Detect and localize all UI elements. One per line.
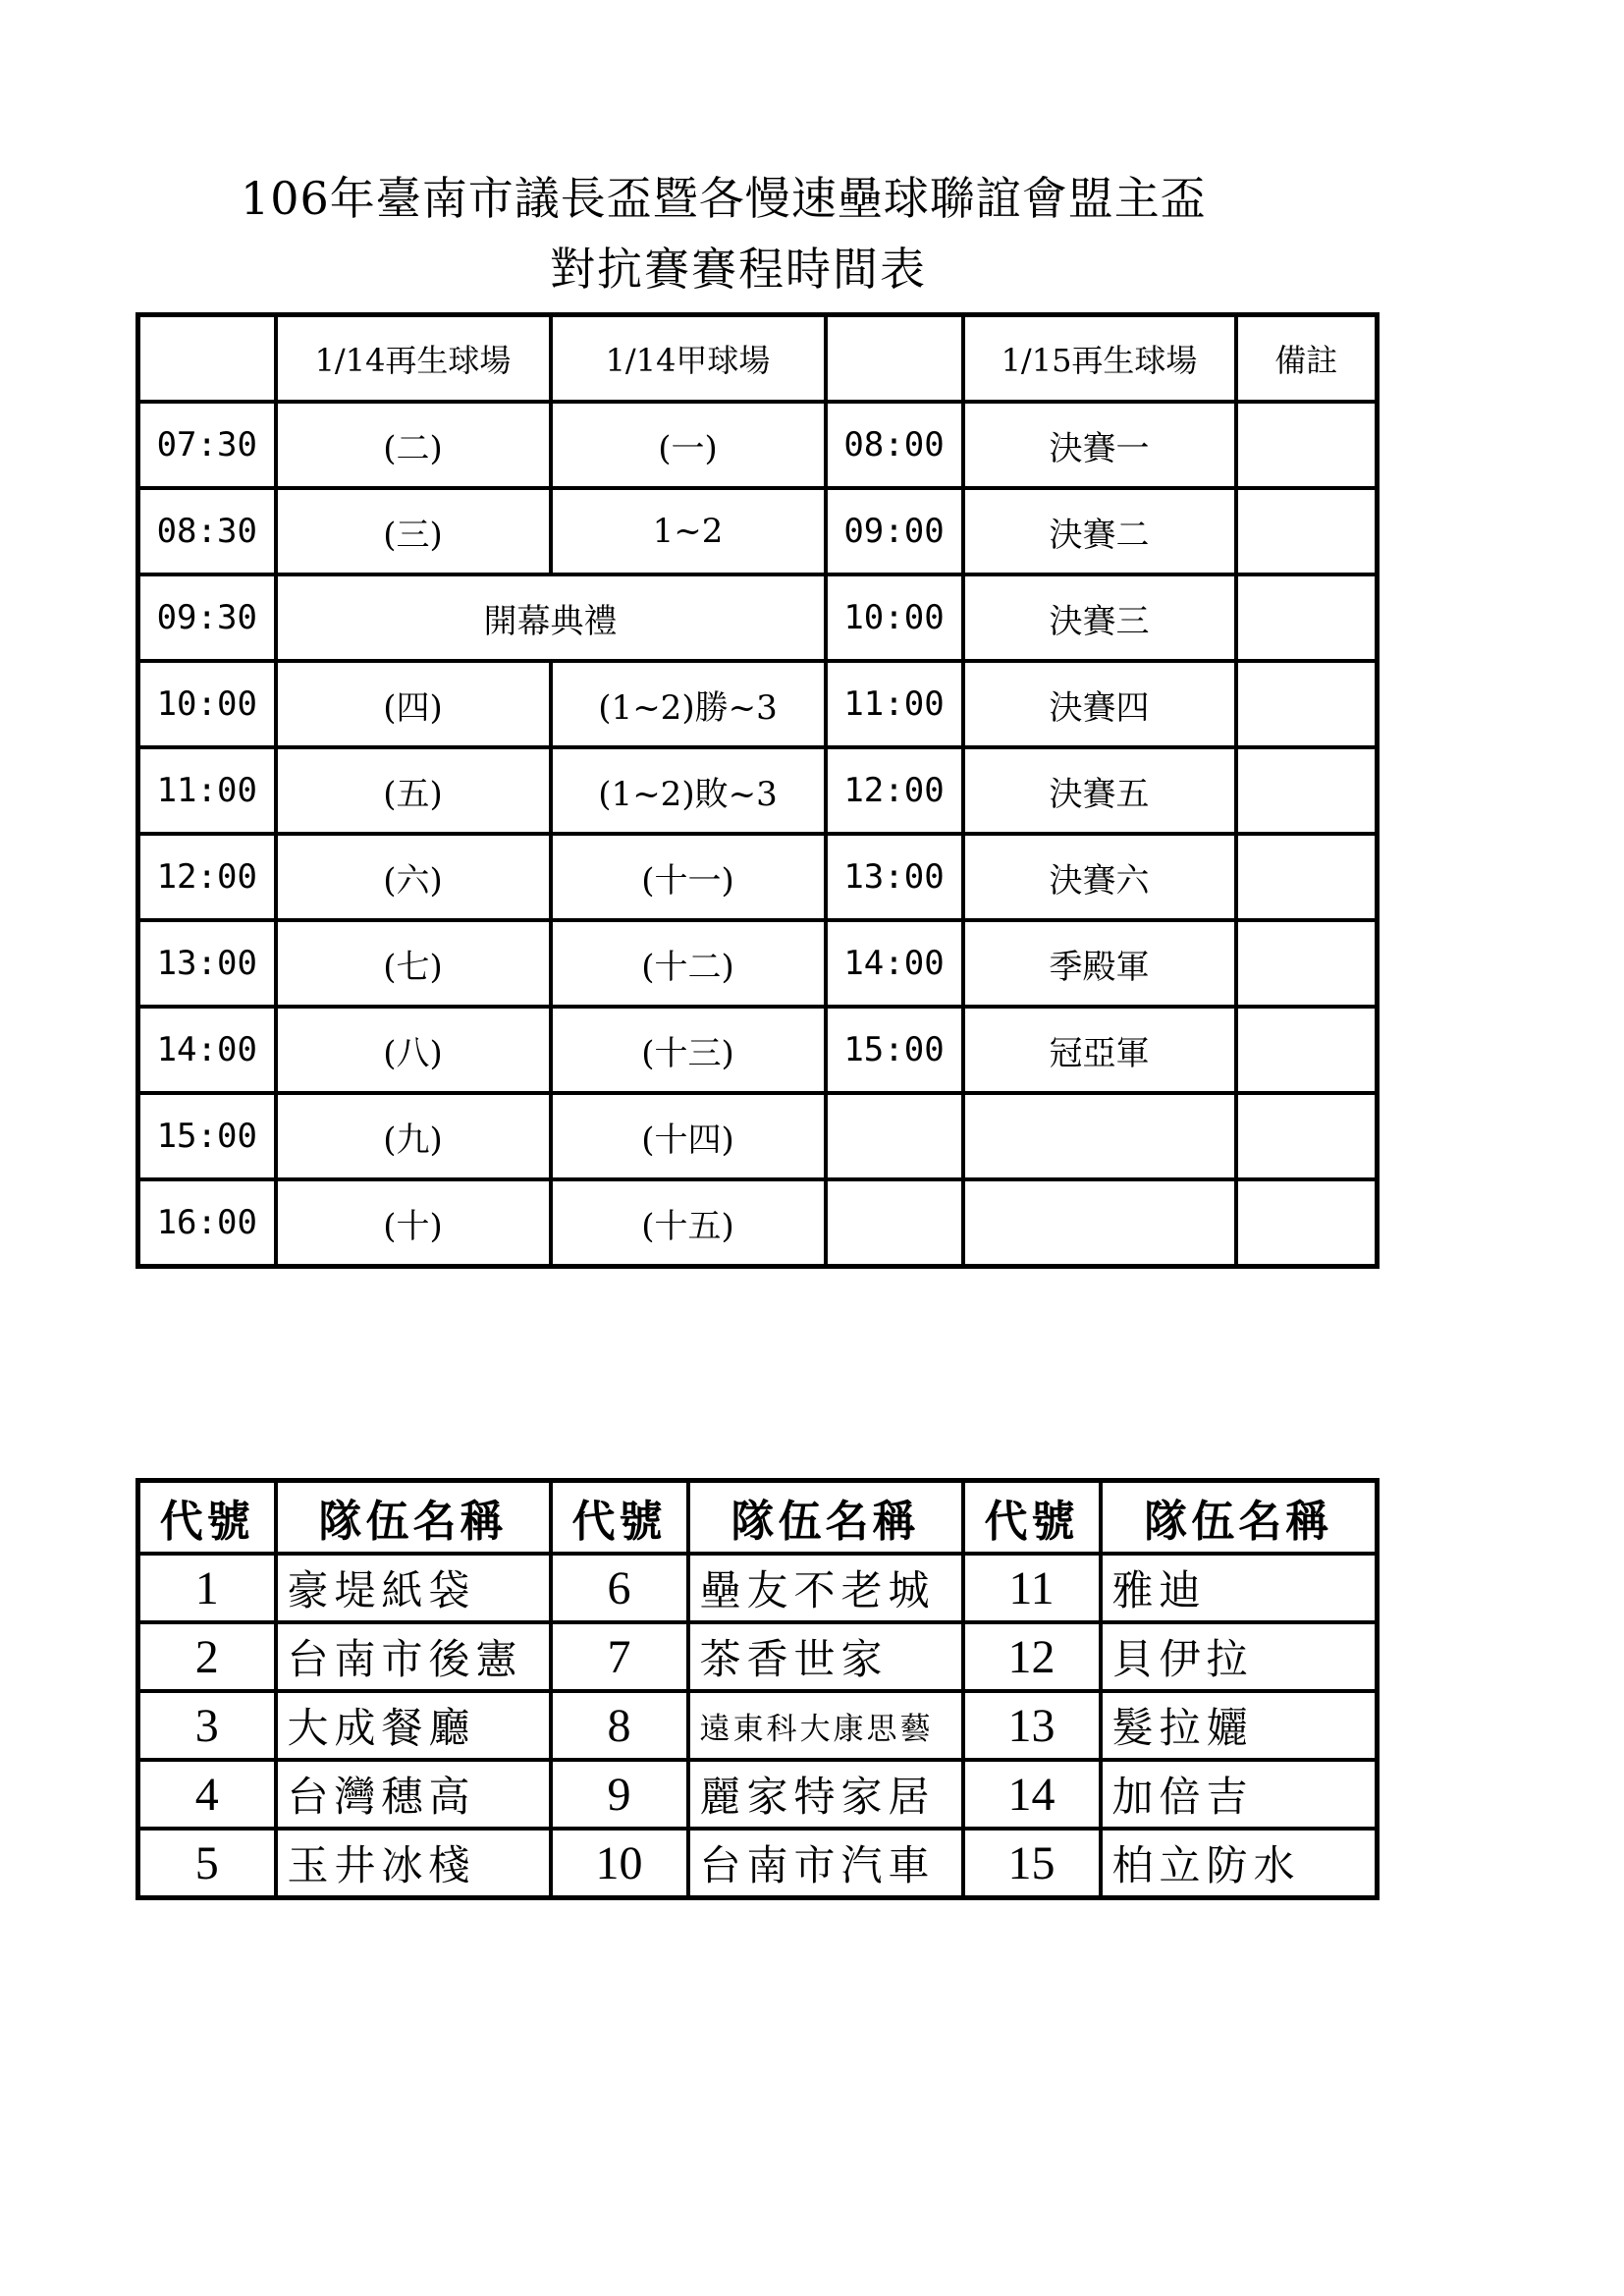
time-cell: [826, 1093, 963, 1179]
team-name: 柏立防水: [1101, 1829, 1378, 1898]
remarks-cell: [1236, 1179, 1378, 1267]
game-cell: (九): [276, 1093, 551, 1179]
game-cell: (十五): [551, 1179, 826, 1267]
game-cell: 決賽三: [963, 574, 1236, 661]
game-cell: 決賽二: [963, 488, 1236, 574]
opening-ceremony-cell: 開幕典禮: [276, 574, 826, 661]
game-cell: (六): [276, 834, 551, 920]
remarks-cell: [1236, 488, 1378, 574]
schedule-row: [138, 834, 1378, 920]
header-time1: [138, 315, 276, 403]
header-code: 代號: [963, 1481, 1101, 1555]
team-code: 7: [551, 1622, 688, 1691]
time-cell: 08:00: [826, 402, 963, 488]
team-code: 1: [138, 1554, 276, 1622]
time-cell: 13:00: [826, 834, 963, 920]
schedule-row-opening: [138, 574, 1378, 661]
game-cell: 冠亞軍: [963, 1007, 1236, 1093]
game-cell: (1~2)敗~3: [551, 747, 826, 834]
remarks-cell: [1236, 402, 1378, 488]
schedule-row: [138, 747, 1378, 834]
header-field2: 1/14甲球場: [551, 315, 826, 403]
game-cell: (十二): [551, 920, 826, 1007]
game-cell: (五): [276, 747, 551, 834]
team-code: 2: [138, 1622, 276, 1691]
remarks-cell: [1236, 747, 1378, 834]
team-code: 6: [551, 1554, 688, 1622]
team-name: 玉井冰棧: [276, 1829, 551, 1898]
team-row: [138, 1691, 1378, 1760]
team-row: [138, 1554, 1378, 1622]
team-code: 8: [551, 1691, 688, 1760]
schedule-row: [138, 488, 1378, 574]
team-name: 髮拉孋: [1101, 1691, 1378, 1760]
time-cell: 15:00: [826, 1007, 963, 1093]
time-cell: 10:00: [138, 661, 276, 747]
time-cell: 14:00: [138, 1007, 276, 1093]
schedule-header-row: [138, 315, 1378, 403]
team-code: 12: [963, 1622, 1101, 1691]
remarks-cell: [1236, 1093, 1378, 1179]
team-name: 台南市後憲: [276, 1622, 551, 1691]
document-subtitle: 對抗賽賽程時間表: [550, 243, 927, 296]
game-cell: (八): [276, 1007, 551, 1093]
game-cell: 1~2: [551, 488, 826, 574]
schedule-row: [138, 661, 1378, 747]
game-cell: (三): [276, 488, 551, 574]
time-cell: 11:00: [138, 747, 276, 834]
document-title: 106年臺南市議長盃暨各慢速壘球聯誼會盟主盃: [241, 172, 1207, 225]
remarks-cell: [1236, 920, 1378, 1007]
remarks-cell: [1236, 574, 1378, 661]
team-code: 11: [963, 1554, 1101, 1622]
team-row: [138, 1622, 1378, 1691]
time-cell: 15:00: [138, 1093, 276, 1179]
game-cell: (1~2)勝~3: [551, 661, 826, 747]
team-name: 台灣穗高: [276, 1760, 551, 1829]
team-row: [138, 1760, 1378, 1829]
time-cell: 16:00: [138, 1179, 276, 1267]
schedule-row: [138, 1179, 1378, 1267]
time-cell: 14:00: [826, 920, 963, 1007]
team-name: 遠東科大康思藝: [688, 1691, 963, 1760]
header-time2: [826, 315, 963, 403]
game-cell: 決賽六: [963, 834, 1236, 920]
team-code: 9: [551, 1760, 688, 1829]
time-cell: 10:00: [826, 574, 963, 661]
remarks-cell: [1236, 1007, 1378, 1093]
team-name: 麗家特家居: [688, 1760, 963, 1829]
schedule-row: [138, 1093, 1378, 1179]
schedule-row: [138, 920, 1378, 1007]
time-cell: 09:30: [138, 574, 276, 661]
header-team-name: 隊伍名稱: [276, 1481, 551, 1555]
game-cell: (十): [276, 1179, 551, 1267]
remarks-cell: [1236, 834, 1378, 920]
game-cell: [963, 1179, 1236, 1267]
teams-header-row: [138, 1481, 1378, 1555]
game-cell: (十四): [551, 1093, 826, 1179]
header-team-name: 隊伍名稱: [1101, 1481, 1378, 1555]
game-cell: (四): [276, 661, 551, 747]
header-field1: 1/14再生球場: [276, 315, 551, 403]
header-remarks: 備註: [1236, 315, 1378, 403]
team-code: 15: [963, 1829, 1101, 1898]
header-field3: 1/15再生球場: [963, 315, 1236, 403]
team-code: 5: [138, 1829, 276, 1898]
game-cell: (十一): [551, 834, 826, 920]
teams-table: [135, 1478, 1380, 1900]
time-cell: 11:00: [826, 661, 963, 747]
team-code: 13: [963, 1691, 1101, 1760]
schedule-table: [135, 312, 1380, 1269]
game-cell: 季殿軍: [963, 920, 1236, 1007]
team-code: 10: [551, 1829, 688, 1898]
game-cell: (十三): [551, 1007, 826, 1093]
header-code: 代號: [551, 1481, 688, 1555]
team-name: 貝伊拉: [1101, 1622, 1378, 1691]
team-name: 大成餐廳: [276, 1691, 551, 1760]
schedule-row: [138, 402, 1378, 488]
team-code: 4: [138, 1760, 276, 1829]
team-name: 壘友不老城: [688, 1554, 963, 1622]
header-code: 代號: [138, 1481, 276, 1555]
team-code: 3: [138, 1691, 276, 1760]
header-team-name: 隊伍名稱: [688, 1481, 963, 1555]
game-cell: (二): [276, 402, 551, 488]
game-cell: (七): [276, 920, 551, 1007]
time-cell: 07:30: [138, 402, 276, 488]
team-name: 加倍吉: [1101, 1760, 1378, 1829]
game-cell: 決賽一: [963, 402, 1236, 488]
time-cell: 12:00: [138, 834, 276, 920]
game-cell: [963, 1093, 1236, 1179]
game-cell: 決賽四: [963, 661, 1236, 747]
time-cell: 09:00: [826, 488, 963, 574]
team-name: 雅迪: [1101, 1554, 1378, 1622]
time-cell: 12:00: [826, 747, 963, 834]
time-cell: [826, 1179, 963, 1267]
team-name: 茶香世家: [688, 1622, 963, 1691]
time-cell: 13:00: [138, 920, 276, 1007]
team-code: 14: [963, 1760, 1101, 1829]
remarks-cell: [1236, 661, 1378, 747]
schedule-row: [138, 1007, 1378, 1093]
game-cell: 決賽五: [963, 747, 1236, 834]
time-cell: 08:30: [138, 488, 276, 574]
game-cell: (一): [551, 402, 826, 488]
team-row: [138, 1829, 1378, 1898]
team-name: 台南市汽車: [688, 1829, 963, 1898]
team-name: 豪堤紙袋: [276, 1554, 551, 1622]
